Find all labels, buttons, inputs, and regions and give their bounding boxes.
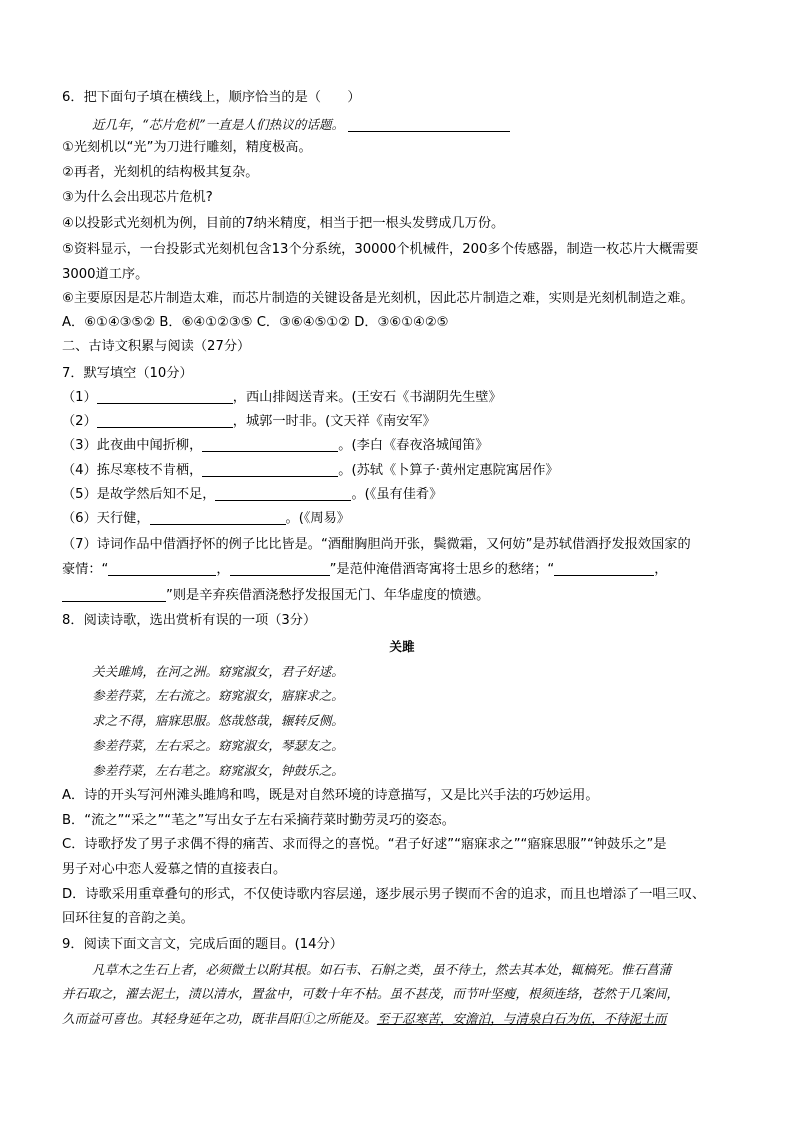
q7-item-4 [62, 461, 559, 481]
q8-option-c: C．诗歌抒发了男子求偶不得的痛苦、求而得之的喜悦。“君子好逑”“寤寐求之”“寤寐思服”“钟鼓乐之”是 [62, 837, 667, 852]
q7-item-2 [62, 412, 436, 432]
q6-item-6: ⑥主要原因是芯片制造太难，而芯片制造的关键设备是光刻机，因此芯片制造之难，实则是光刻机制造之难。 [62, 291, 694, 306]
q7-item-3-after: 。(李白《春夜洛城闻笛》 [338, 438, 489, 453]
q9-text-1: 凡草木之生石上者，必须微土以附其根。如石韦、石斛之类，虽不待土，然去其本处，辄槁死。惟石菖蒲 [92, 962, 672, 977]
q7-item-6-num: （6） [62, 511, 97, 526]
q7-item-1-blank [97, 389, 233, 404]
q8-option-d-cont: 回环往复的音韵之美。 [62, 911, 194, 926]
q7-7c-blank [62, 587, 166, 602]
q6-item-2: ②再者，光刻机的结构极其复杂。 [62, 165, 259, 180]
q7-item-4-num: （4） [62, 463, 97, 478]
q7-7c-text: ”则是辛弃疾借酒浇愁抒发报国无门、年华虚度的愤懑。 [166, 588, 490, 603]
q7-item-2-after: ，城郭一时非。(文天祥《南安军》 [232, 414, 436, 429]
q6-stem: 6．把下面句子填在横线上，顺序恰当的是（ ） [62, 90, 361, 105]
q6-item-3: ③为什么会出现芯片危机? [62, 190, 213, 205]
q6-item-4: ④以投影式光刻机为例，目前的7纳米精度，相当于把一根头发劈成几万份。 [62, 216, 505, 231]
q6-item-5-cont: 3000道工序。 [62, 267, 149, 282]
poem-line-3: 求之不得，寤寐思服。悠哉悠哉，辗转反侧。 [92, 713, 344, 728]
q6-lead [92, 115, 510, 135]
poem-line-1: 关关雎鸠，在河之洲。窈窕淑女，君子好逑。 [92, 664, 344, 679]
q6-item-1: ①光刻机以“光”为刀进行雕刻，精度极高。 [62, 140, 312, 155]
q7-item-6-before: 天行健， [96, 511, 150, 526]
q7-stem: 7．默写填空（10分） [62, 366, 193, 381]
q7-7b-blank-2 [230, 561, 330, 576]
q7-item-7a: （7）诗词作品中借酒抒怀的例子比比皆是。“酒酣胸胆尚开张，鬓微霜，又何妨”是苏轼借酒抒发报效国家的 [62, 537, 691, 552]
q7-item-5-blank [215, 486, 351, 501]
q6-options: A．⑥①④③⑤② B．⑥④①②③⑤ C．③⑥④⑤①② D．③⑥①④②⑤ [62, 315, 449, 330]
q9-text-3 [62, 1009, 667, 1029]
q7-7b-blank-1 [108, 561, 216, 576]
q8-stem: 8．阅读诗歌，选出赏析有误的一项（3分） [62, 613, 317, 628]
q7-item-3-num: （3） [62, 438, 97, 453]
q7-item-4-before: 拣尽寒枝不肯栖， [96, 463, 203, 478]
q9-underlined-sentence: 至于忍寒苦，安澹泊，与清泉白石为伍，不待泥土而 [376, 1011, 667, 1026]
q7-7b-3: ”是范仲淹借酒寄寓将士思乡的愁绪；“ [329, 562, 555, 577]
q6-lead-text: 近几年，“芯片危机”一直是人们热议的话题。 [92, 117, 345, 132]
q9-text-3-plain: 久而益可喜也。其轻身延年之功，既非昌阳①之所能及。 [62, 1011, 377, 1026]
q7-item-5-num: （5） [62, 487, 97, 502]
q7-item-5 [62, 485, 442, 505]
q7-7b-4: ， [654, 562, 668, 577]
q9-text-2: 并石取之，濯去泥土，渍以清水，置盆中，可数十年不枯。虽不甚茂，而节叶坚瘦，根须连络，苍然于几案间， [62, 986, 680, 1001]
q7-7b-blank-3 [554, 561, 654, 576]
q6-answer-blank [348, 117, 510, 132]
q6-item-5: ⑤资料显示，一台投影式光刻机包含13个分系统，30000个机械件，200多个传感器，制造一枚芯片大概需要 [62, 242, 699, 257]
q7-item-3-blank [202, 437, 338, 452]
q7-item-7c [62, 586, 489, 606]
q7-item-6-after: 。(《周易》 [285, 511, 350, 526]
q9-stem: 9．阅读下面文言文，完成后面的题目。(14分） [62, 937, 343, 952]
q7-item-4-blank [202, 462, 338, 477]
q7-item-1 [62, 388, 502, 408]
q8-option-b: B．“流之”“采之”“芼之”写出女子左右采摘荇菜时勤劳灵巧的姿态。 [62, 813, 455, 828]
q7-item-4-after: 。(苏轼《卜算子·黄州定惠院寓居作》 [338, 463, 559, 478]
poem-line-5: 参差荇菜，左右芼之。窈窕淑女，钟鼓乐之。 [92, 763, 344, 778]
q7-item-3-before: 此夜曲中闻折柳， [96, 438, 203, 453]
q8-option-a: A．诗的开头写河州滩头雎鸠和鸣，既是对自然环境的诗意描写，又是比兴手法的巧妙运用。 [62, 788, 599, 803]
q8-option-d: D．诗歌采用重章叠句的形式，不仅使诗歌内容层递，逐步展示男子锲而不舍的追求，而且也增添了一唱三叹、 [62, 887, 706, 902]
q7-item-2-blank [97, 413, 233, 428]
q7-item-6-blank [150, 510, 286, 525]
q7-item-5-after: 。(《虽有佳肴》 [351, 487, 443, 502]
q7-item-3 [62, 436, 488, 456]
poem-line-4: 参差荇菜，左右采之。窈窕淑女，琴瑟友之。 [92, 738, 344, 753]
q7-item-1-num: （1） [62, 390, 97, 405]
q7-item-6 [62, 509, 350, 529]
section-heading: 二、古诗文积累与阅读（27分） [62, 339, 251, 354]
q7-item-2-num: （2） [62, 414, 97, 429]
q7-item-5-before: 是故学然后知不足， [96, 487, 216, 502]
q7-7b-2: ， [216, 562, 230, 577]
poem-line-2: 参差荇菜，左右流之。窈窕淑女，寤寐求之。 [92, 688, 344, 703]
q7-item-1-after: ，西山排闼送青来。(王安石《书湖阴先生壁》 [232, 390, 502, 405]
q7-item-7b [62, 560, 667, 580]
poem-title: 关雎 [389, 639, 415, 654]
q8-option-c-cont: 男子对心中恋人爱慕之情的直接表白。 [62, 862, 287, 877]
q7-7b-1: 豪情：“ [62, 562, 109, 577]
